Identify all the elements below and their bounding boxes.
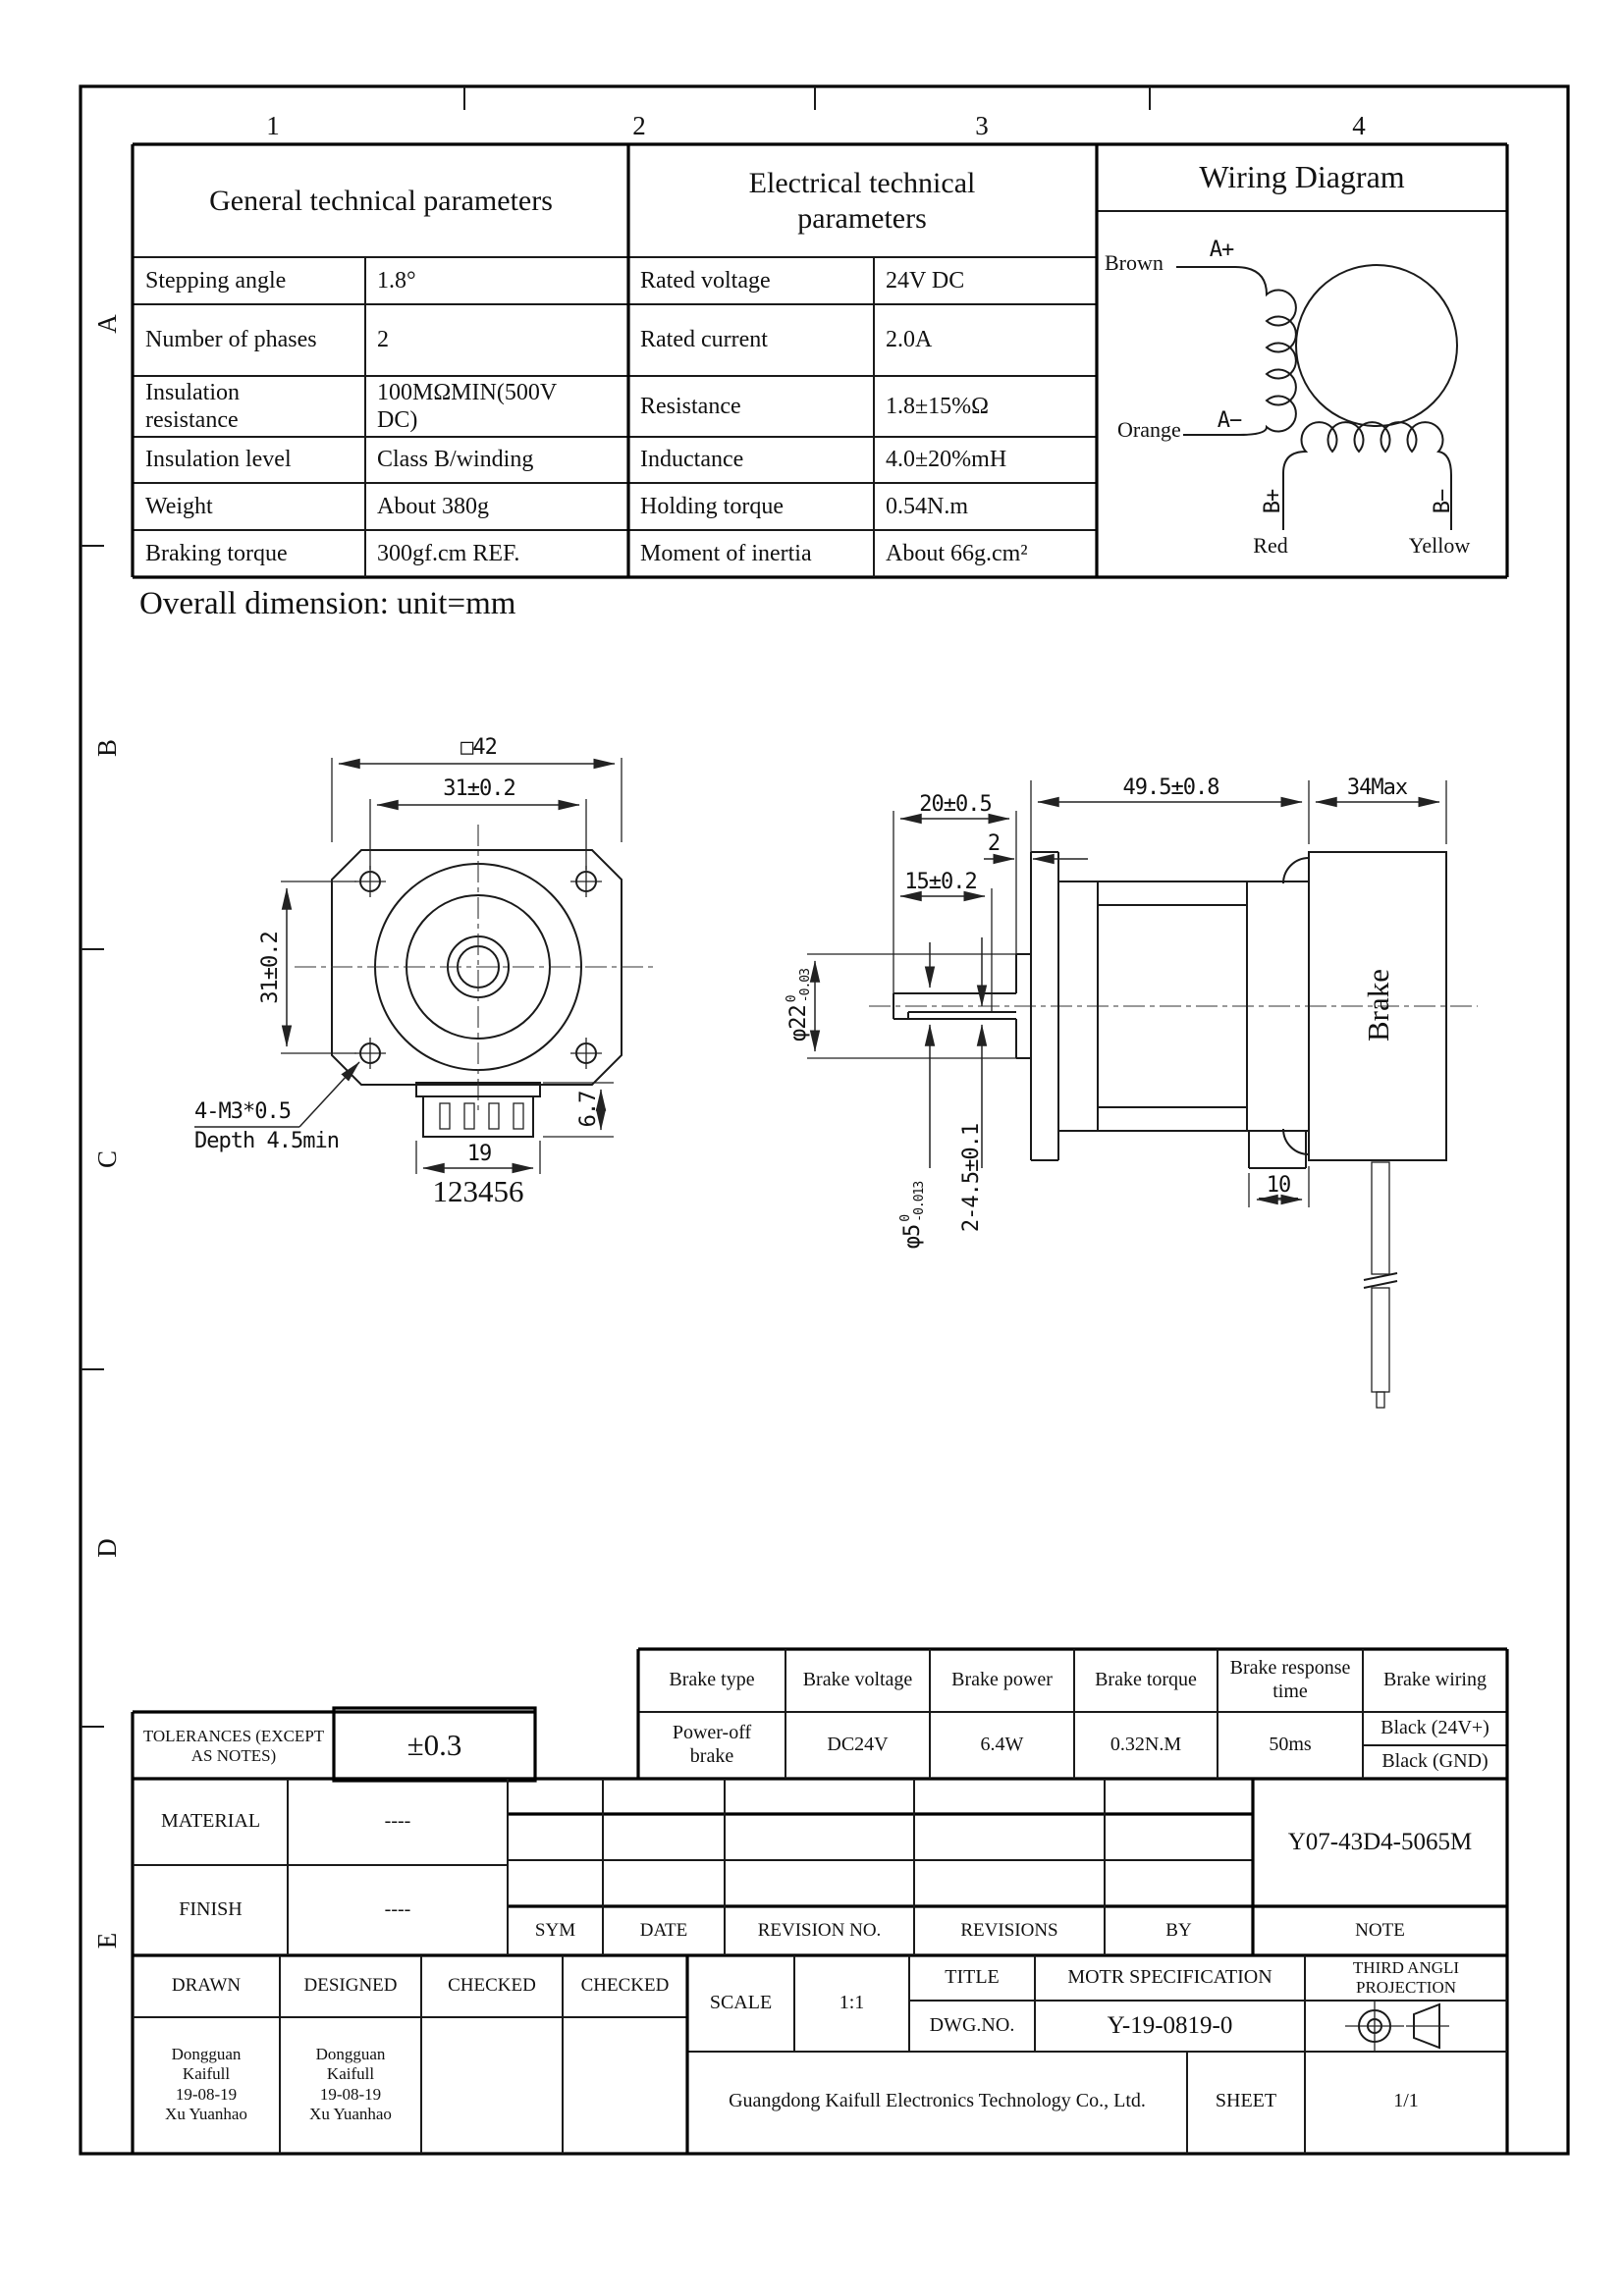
rev-header-revisions: REVISIONS: [960, 1919, 1058, 1941]
brake-wiring-positive: Black (24V+): [1380, 1717, 1489, 1739]
brake-value-power: 6.4W: [980, 1734, 1024, 1756]
zone-row-d: D: [92, 1538, 123, 1558]
general-row-label: Insulation resistance: [145, 379, 240, 433]
general-row-label: Weight: [145, 493, 213, 519]
general-row-value: 300gf.cm REF.: [377, 540, 520, 566]
electrical-table-title: Electrical technical parameters: [748, 167, 976, 235]
dim-body-49-5: 49.5±0.8: [1122, 775, 1219, 801]
brake-header-voltage: Brake voltage: [802, 1669, 913, 1691]
title-value: MOTR SPECIFICATION: [1067, 1966, 1272, 1989]
sign-header-checked-2: CHECKED: [580, 1975, 670, 1997]
electrical-row-label: Rated current: [640, 327, 768, 353]
dim-connector-10: 10: [1259, 1174, 1298, 1199]
scale-value: 1:1: [839, 1992, 865, 2014]
zone-col-3: 3: [975, 111, 989, 141]
dim-flat-depth: 2-4.5±0.1: [959, 1123, 985, 1233]
general-row-label: Insulation level: [145, 447, 292, 473]
finish-value: ----: [384, 1898, 411, 1921]
brake-header-wiring: Brake wiring: [1383, 1669, 1487, 1691]
zone-row-a: A: [92, 314, 123, 334]
sign-header-drawn: DRAWN: [171, 1975, 242, 1997]
electrical-row-value: 4.0±20%mH: [886, 447, 1007, 473]
dwg-no-label: DWG.NO.: [929, 2014, 1015, 2037]
part-number: Y07-43D4-5065M: [1287, 1829, 1473, 1856]
coil-a-minus-label: A−: [1217, 408, 1242, 434]
general-row-value: Class B/winding: [377, 447, 534, 473]
brake-header-torque: Brake torque: [1095, 1669, 1197, 1691]
dim-shaft-20: 20±0.5: [919, 792, 992, 818]
sheet-label: SHEET: [1215, 2090, 1277, 2112]
dim-screw-spec: 4-M3*0.5: [194, 1099, 291, 1125]
shaft-dia-tolerance: 0 -0.013: [898, 1181, 927, 1222]
electrical-row-value: 1.8±15%Ω: [886, 393, 989, 419]
dim-brake-34max: 34Max: [1346, 775, 1408, 801]
boss-dia-main: φ22: [786, 1005, 812, 1041]
company-name: Guangdong Kaifull Electronics Technology Co., Ltd.: [729, 2090, 1146, 2112]
brake-header-type: Brake type: [669, 1669, 755, 1691]
brake-wiring-ground: Black (GND): [1381, 1750, 1489, 1773]
dim-shaft-dia-5: [897, 1154, 929, 1276]
overall-dimension-heading: Overall dimension: unit=mm: [139, 585, 516, 621]
electrical-row-label: Holding torque: [640, 493, 784, 519]
brake-header-response: Brake response time: [1229, 1657, 1351, 1702]
wiring-diagram-art: [1176, 265, 1457, 530]
electrical-row-value: 24V DC: [886, 267, 965, 294]
wire-label-yellow: Yellow: [1408, 533, 1471, 559]
dwg-no-value: Y-19-0819-0: [1107, 2012, 1233, 2040]
designed-signature: Dongguan Kaifull 19-08-19 Xu Yuanhao: [309, 2045, 392, 2123]
general-row-value: 1.8°: [377, 267, 416, 294]
electrical-row-value: About 66g.cm²: [886, 540, 1028, 566]
general-table-title: General technical parameters: [209, 184, 553, 217]
zone-row-b: B: [92, 739, 123, 758]
brake-value-type: Power-off brake: [672, 1722, 752, 1767]
coil-b-minus-label: B−: [1431, 489, 1456, 514]
drawn-signature: Dongguan Kaifull 19-08-19 Xu Yuanhao: [165, 2045, 247, 2123]
zone-row-c: C: [92, 1150, 123, 1169]
material-label: MATERIAL: [160, 1810, 261, 1833]
third-angle-projection-icon: [1345, 2001, 1449, 2052]
dim-boss-dia-22: [784, 944, 815, 1066]
boss-dia-tolerance: 0 -0.03: [785, 969, 813, 1003]
rev-header-date: DATE: [639, 1919, 688, 1941]
dim-boss-2: 2: [987, 831, 1001, 857]
sign-header-checked-1: CHECKED: [448, 1975, 536, 1997]
wiring-title: Wiring Diagram: [1199, 159, 1405, 195]
dim-connector-6-7: 6.7: [576, 1091, 602, 1128]
material-value: ----: [384, 1810, 411, 1833]
general-row-value: About 380g: [377, 493, 489, 519]
rev-header-by: BY: [1165, 1919, 1192, 1941]
brake-value-response: 50ms: [1269, 1734, 1312, 1756]
rev-header-revision-no: REVISION NO.: [757, 1919, 882, 1941]
rev-header-note: NOTE: [1355, 1919, 1405, 1941]
finish-label: FINISH: [179, 1898, 243, 1921]
coil-b-plus-label: B+: [1261, 489, 1286, 514]
wire-label-red: Red: [1253, 533, 1288, 559]
electrical-row-label: Rated voltage: [640, 267, 771, 294]
general-row-label: Number of phases: [145, 327, 317, 353]
sign-header-designed: DESIGNED: [303, 1975, 398, 1997]
brake-header-power: Brake power: [951, 1669, 1053, 1691]
electrical-row-label: Moment of inertia: [640, 540, 812, 566]
dim-screw-depth: Depth 4.5min: [194, 1129, 339, 1154]
zone-col-2: 2: [632, 111, 646, 141]
zone-col-4: 4: [1352, 111, 1366, 141]
general-row-value: 100MΩMIN(500V DC): [377, 379, 557, 433]
dim-connector-19: 19: [466, 1142, 492, 1167]
wire-label-orange: Orange: [1117, 417, 1181, 443]
dim-flat-15: 15±0.2: [904, 870, 977, 895]
electrical-row-label: Inductance: [640, 447, 744, 473]
scale-label: SCALE: [709, 1992, 773, 2014]
tolerances-value: ±0.3: [406, 1727, 462, 1762]
dim-31-vertical: 31±0.2: [258, 932, 284, 1004]
connector-pin-numbers: 123456: [432, 1173, 524, 1208]
sheet-value: 1/1: [1393, 2090, 1419, 2112]
electrical-row-label: Resistance: [640, 393, 741, 419]
general-row-label: Stepping angle: [145, 267, 287, 294]
electrical-row-value: 2.0A: [886, 327, 933, 353]
general-row-value: 2: [377, 327, 389, 353]
dim-square-42: □42: [460, 735, 497, 761]
shaft-dia-main: φ5: [900, 1224, 926, 1250]
brake-cable: [1364, 1162, 1397, 1408]
dim-31-horizontal: 31±0.2: [443, 776, 515, 802]
brake-value-torque: 0.32N.M: [1110, 1734, 1182, 1756]
title-label: TITLE: [945, 1966, 1000, 1989]
general-row-label: Braking torque: [145, 540, 288, 566]
tolerances-label: TOLERANCES (EXCEPT AS NOTES): [142, 1726, 325, 1765]
wire-label-brown: Brown: [1105, 250, 1164, 276]
brake-value-voltage: DC24V: [827, 1734, 889, 1756]
zone-row-e: E: [92, 1932, 123, 1949]
coil-a-plus-label: A+: [1209, 238, 1234, 263]
brake-label: Brake: [1360, 968, 1395, 1042]
rev-header-sym: SYM: [534, 1919, 576, 1941]
electrical-row-value: 0.54N.m: [886, 493, 968, 519]
zone-col-1: 1: [266, 111, 280, 141]
projection-label: THIRD ANGLI PROJECTION: [1352, 1957, 1460, 1997]
